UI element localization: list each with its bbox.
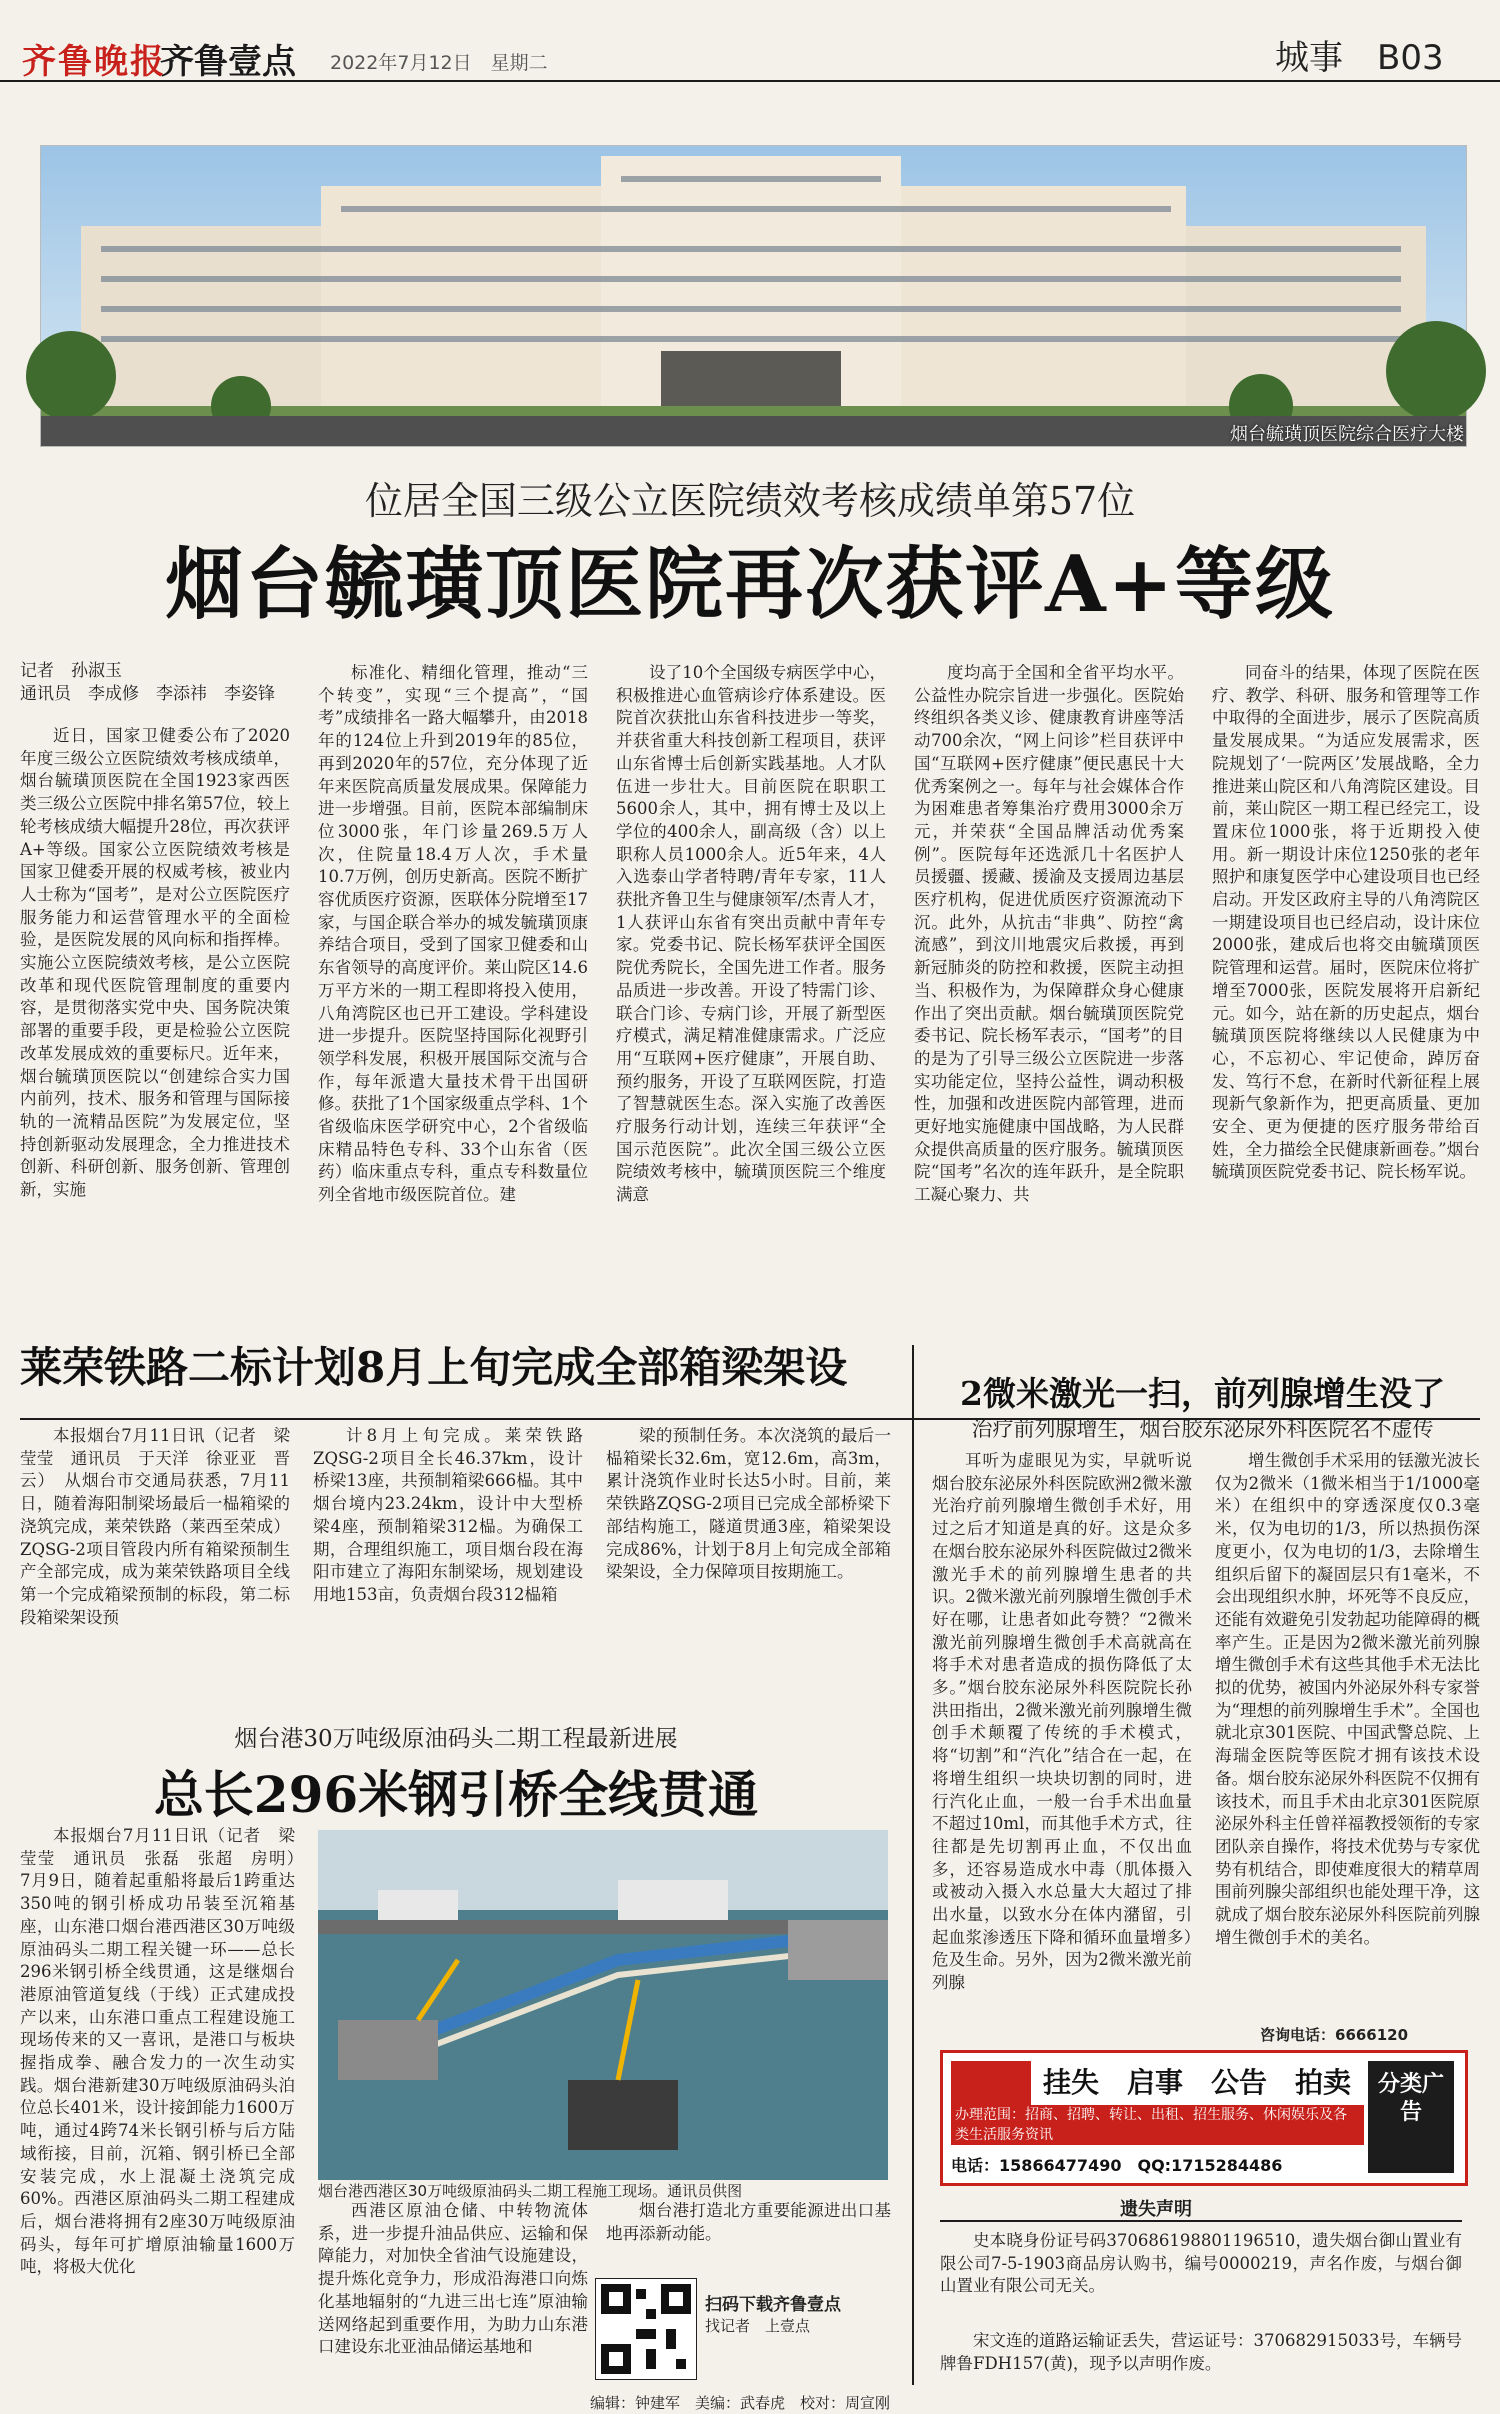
- photo-caption: 烟台毓璜顶医院综合医疗大楼: [1230, 424, 1464, 445]
- issue-date: 2022年7月12日: [330, 52, 472, 74]
- laser-hotline: 咨询电话：6666120: [1260, 2026, 1409, 2044]
- laser-paragraph: 增生微创手术采用的铥激光波长仅为2微米（1微米相当于1/1000毫米）在组织中的穿透深度仅0.3毫米，仅为电切的1/3，所以热损伤深度更小，仅为电切的1/3，去除增生组织后留下的凝固层只有1毫米，不会出现组织水肿，坏死等不良反应，还能有效避免引发勃起功能障碍的概率产生。正是因为2微米激光前列腺增生微创手术有这些其他手术无法比拟的优势，被国内外泌尿外科专家誉为“理想的前列腺增生手术”。全国也就北京301医院、中国武警总院、上海瑞金医院等医院才拥有该技术设备。烟台胶东泌尿外科医院不仅拥有该技术，而且手术由北京301医院原泌尿外科主任曾祥福教授领衔的专家团队亲自操作，将技术优势与专家优势有机结合，即使难度很大的精草周围前列腺尖部组织也能处理干净，这就成了烟台胶东泌尿外科医院前列腺增生微创手术的美名。: [1215, 1451, 1480, 1947]
- bridge-headline: 总长296米钢引桥全线贯通: [153, 1765, 759, 1824]
- notice-title: 遗失声明: [1120, 2199, 1192, 2220]
- bridge-column-3: [606, 2200, 891, 2260]
- laser-headline: 2微米激光一扫，前列腺增生没了: [960, 1374, 1445, 1413]
- brand-main-logo: 齐鲁晚报: [22, 42, 166, 82]
- rail-headline: 莱荣铁路二标计划8月上旬完成全部箱梁架设: [20, 1343, 848, 1392]
- brand-sub-logo: 齐鲁壹点: [160, 42, 296, 82]
- rail-column-3: [606, 1425, 891, 1715]
- lead-byline: [20, 660, 290, 706]
- notice-paragraph: 宋文连的道路运输证丢失，营运证号：370682915033号，车辆号牌鲁FDH157(黄)，现予以声明作废。: [940, 2331, 1462, 2373]
- laser-paragraph: 耳听为虚眼见为实，早就听说烟台胶东泌尿外科医院欧洲2微米激光治疗前列腺增生微创手术好，用过之后才知道是真的好。这是众多在烟台胶东泌尿外科医院做过2微米激光手术的前列腺增生患者的共识。2微米激光前列腺增生微创手术好在哪，让患者如此夸赞？“2微米激光前列腺增生微创手术高就高在将手术对患者造成的损伤降低了太多。”烟台胶东泌尿外科医院院长孙洪田指出，2微米激光前列腺增生微创手术颠覆了传统的手术模式，将“切割”和“汽化”结合在一起，在将增生组织一块块切割的同时，进行汽化止血，一般一台手术出血量不超过10ml，而其他手术方式，往往都是先切割再止血，不仅出血多，还容易造成水中毒（肌体摄入或被动入摄入水总量大大超过了排出水量，以致水分在体内潴留，引起血浆渗透压下降和循环血量增多）危及生命。另外，因为2微米激光前列腺: [932, 1451, 1192, 1993]
- dateline: [330, 48, 548, 75]
- laser-column-2: [1215, 1450, 1480, 2022]
- notice-item-1: [940, 2230, 1462, 2320]
- hospital-photo: [40, 145, 1467, 447]
- section-label: [1275, 30, 1444, 79]
- bridge-column-1: [20, 1825, 312, 2385]
- classified-ad: [940, 2050, 1468, 2186]
- ad-phone: 电话：15866477490 QQ:1715284486: [951, 2156, 1283, 2175]
- editor-credits: 编辑：钟建军 美编：武春虎 校对：周宣刚: [590, 2394, 891, 2412]
- lead-headline: 烟台毓璜顶医院再次获评A+等级: [165, 539, 1335, 630]
- port-photo: [318, 1830, 888, 2180]
- bridge-paragraph: 烟台港打造北方重要能源进出口基地再添新动能。: [606, 2201, 891, 2243]
- page-number: B03: [1377, 38, 1444, 78]
- rail-column-1: [20, 1425, 290, 1715]
- lead-column-5: [1212, 662, 1480, 1405]
- port-photo-caption: 烟台港西港区30万吨级原油码头二期工程施工现场。通讯员供图: [318, 2182, 743, 2200]
- lead-column-4: [914, 662, 1184, 1405]
- ad-badge: 分类广告: [1368, 2061, 1454, 2173]
- laser-subheadline: 治疗前列腺增生，烟台胶东泌尿外科医院名不虚传: [971, 1417, 1434, 1441]
- rail-column-2: [313, 1425, 583, 1715]
- rail-paragraph: 本报烟台7月11日讯（记者 梁莹莹 通讯员 于天洋 徐亚亚 晋云） 从烟台市交通局获悉，7月11日，随着海阳制梁场最后一榀箱梁的浇筑完成，莱荣铁路（莱西至荣成）ZQSG-2项目管段内所有箱梁预制生产全部完成，成为莱荣铁路项目全线第一个完成箱梁预制的标段，第二标段箱梁架设预: [20, 1426, 290, 1627]
- lead-column-1: [20, 725, 290, 1405]
- lead-column-3: [616, 662, 886, 1405]
- qr-code[interactable]: [595, 2278, 697, 2380]
- qr-sub: 找记者 上壹点: [705, 2317, 811, 2335]
- laser-column-1: [932, 1450, 1192, 2045]
- notice-item-2: [940, 2330, 1462, 2390]
- issue-weekday: 星期二: [490, 52, 548, 74]
- ad-title: 挂失 启事 公告 拍卖: [1043, 2066, 1352, 2099]
- column-divider: [912, 1345, 914, 2385]
- lead-paragraph: 近日，国家卫健委公布了2020年度三级公立医院绩效考核成绩单，烟台毓璜顶医院在全国1923家西医类三级公立医院中排名第57位，较上轮考核成绩大幅提升28位，再次获评A+等级。国家公立医院绩效考核是国家卫健委开展的权威考核，被业内人士称为“国考”，是对公立医院医疗服务能力和运营管理水平的全面检验，是医院发展的风向标和指挥棒。实施公立医院绩效考核，是公立医院改革和现代医院管理制度的重要内容，是贯彻落实党中央、国务院决策部署的重要手段，更是检验公立医院改革发展成效的重要标尺。近年来，烟台毓璜顶医院以“创建综合实力国内前列，技术、服务和管理与国际接轨的一流精品医院”为发展定位，坚持创新驱动发展理念，全力推进技术创新、科研创新、服务创新、管理创新，实施: [20, 726, 290, 1200]
- byline-reporter: 记者 孙淑玉: [20, 661, 122, 681]
- ad-scope: 办理范围：招商、招聘、转让、出租、招生服务、休闲娱乐及各类生活服务资讯: [951, 2105, 1364, 2145]
- lead-column-2: [318, 662, 588, 1405]
- rail-paragraph: 计8月上旬完成。莱荣铁路ZQSG-2项目全长46.37km，设计桥梁13座，共预制箱梁666榀。其中烟台境内23.24km，设计中大型桥梁4座，预制箱梁312榀。为确保工期，合理组织施工，项目烟台段在海阳市建立了海阳东制梁场，规划建设用地153亩，负责烟台段312榀箱: [313, 1426, 583, 1604]
- qr-label: 扫码下载齐鲁壹点: [705, 2295, 841, 2315]
- bridge-paragraph: 西港区原油仓储、中转物流体系，进一步提升油品供应、运输和保障能力，对加快全省油气设施建设，提升炼化竞争力，形成沿海港口向炼化基地辐射的“九进三出七连”原油输送网络起到重要作用，为助力山东港口建设东北亚油品储运基地和: [318, 2201, 588, 2357]
- lead-paragraph: 设了10个全国级专病医学中心，积极推进心血管病诊疗体系建设。医院首次获批山东省科技进步一等奖，并获省重大科技创新工程项目，获评山东省博士后创新实践基地。人才队伍进一步壮大。目前医院在职职工5600余人，其中，拥有博士及以上学位的400余人，副高级（含）以上职称人员1000余人。近5年来，4人入选泰山学者特聘/青年专家，11人获批齐鲁卫生与健康领军/杰青人才，1人获评山东省有突出贡献中青年专家。党委书记、院长杨军获评全国医院优秀院长，全国先进工作者。服务品质进一步改善。开设了特需门诊、联合门诊、专病门诊，开展了新型医疗模式，满足精准健康需求。广泛应用“互联网+医疗健康”，开展自助、预约服务，开设了互联网医院，打造了智慧就医生态。深入实施了改善医疗服务行动计划，连续三年获评“全国示范医院”。此次全国三级公立医院绩效考核中，毓璜顶医院三个维度满意: [616, 663, 886, 1205]
- bridge-paragraph: 本报烟台7月11日讯（记者 梁莹莹 通讯员 张磊 张超 房明） 7月9日，随着起重船将最后1跨重达350吨的钢引桥成功吊装至沉箱基座，山东港口烟台港西港区30万吨级原油码头二期工程关键一环——总长296米钢引桥全线贯通，这是继烟台港原油管道复线（于线）正式建成投产以来，山东港口重点工程建设施工现场传来的又一喜讯，是港口与板块握指成拳、融合发力的一次生动实践。烟台港新建30万吨级原油码头泊位总长401米，设计接卸能力1600万吨，通过4跨74米长钢引桥与后方陆域衔接，目前，沉箱、钢引桥已全部安装完成，水上混凝土浇筑完成60%。西港区原油码头二期工程建成后，烟台港将拥有2座30万吨级原油码头，每年可扩增原油输量1600万吨，将极大优化: [20, 1826, 312, 2277]
- byline-correspondents: 通讯员 李成修 李添祎 李姿锋: [20, 684, 275, 704]
- notice-paragraph: 史本晓身份证号码370686198801196510，遗失烟台御山置业有限公司7-5-1903商品房认购书，编号0000219，声名作废，与烟台御山置业有限公司无关。: [940, 2231, 1462, 2296]
- notice-divider: [940, 2220, 1462, 2222]
- rail-paragraph: 梁的预制任务。本次浇筑的最后一榀箱梁长32.6m，宽12.6m，高3m，累计浇筑作业时长达5小时。目前，莱荣铁路ZQSG-2项目已完成全部桥梁下部结构施工，隧道贯通3座，箱梁架设完成86%，计划于8月上旬完成全部箱梁架设，全力保障项目按期施工。: [606, 1426, 891, 1582]
- section-name: 城事: [1275, 38, 1343, 78]
- lead-kicker: 位居全国三级公立医院绩效考核成绩单第57位: [364, 479, 1136, 523]
- lead-paragraph: 标准化、精细化管理，推动“三个转变”，实现“三个提高”，“国考”成绩排名一路大幅攀升，由2018年的124位上升到2019年的85位，再到2020年的57位，充分体现了近年来医院高质量发展成果。保障能力进一步增强。目前，医院本部编制床位3000张，年门诊量269.5万人次，住院量18.4万人次，手术量10.7万例，创历史新高。医院不断扩容优质医疗资源，医联体分院增至17家，与国企联合举办的城发毓璜顶康养结合项目，受到了国家卫健委和山东省领导的高度评价。莱山院区14.6万平方米的一期工程即将投入使用，八角湾院区也已开工建设。学科建设进一步提升。医院坚持国际化视野引领学科发展，积极开展国际交流与合作，每年派遣大量技术骨干出国研修。获批了1个国家级重点学科、1个省级临床医学研究中心，2个省级临床精品特色专科、33个山东省（医药）临床重点专科，重点专科数量位列全省地市级医院首位。建: [318, 663, 588, 1205]
- lead-paragraph: 同奋斗的结果，体现了医院在医疗、教学、科研、服务和管理等工作中取得的全面进步，展示了医院高质量发展成果。“为适应发展需求，医院规划了‘一院两区’发展战略，全力推进莱山院区和八角湾院区建设。目前，莱山院区一期工程已经完工，设置床位1000张，将于近期投入使用。新一期设计床位1250张的老年照护和康复医学中心建设项目也已经启动。开发区政府主导的八角湾院区一期建设项目也已经启动，设计床位2000张，建成后也将交由毓璜顶医院管理和运营。届时，医院床位将扩增至7000张，医院发展将开启新纪元。如今，站在新的历史起点，烟台毓璜顶医院将继续以人民健康为中心，不忘初心、牢记使命，踔厉奋发、笃行不怠，在新时代新征程上展现新气象新作为，把更高质量、更加安全、更为便捷的医疗服务带给百姓，全力描绘全民健康新画卷。”烟台毓璜顶医院党委书记、院长杨军说。: [1212, 663, 1480, 1182]
- bridge-column-2: [318, 2200, 588, 2380]
- lead-paragraph: 度均高于全国和全省平均水平。公益性办院宗旨进一步强化。医院始终组织各类义诊、健康教育讲座等活动700余次，“网上问诊”栏目获评中国“互联网+医疗健康”便民惠民十大优秀案例之一。每年与社会媒体合作为困难患者筹集治疗费用3000余万元，并荣获“全国品牌活动优秀案例”。医院每年还选派几十名医护人员援疆、援藏、援渝及支援周边基层医疗机构，促进优质医疗资源流动下沉。此外，从抗击“非典”、防控“禽流感”，到汶川地震灾后救援，再到新冠肺炎的防控和救援，医院主动担当、积极作为，为保障群众身心健康作出了突出贡献。烟台毓璜顶医院党委书记、院长杨军表示，“国考”的目的是为了引导三级公立医院进一步落实功能定位，坚持公益性，调动积极性，加强和改进医院内部管理，进而更好地实施健康中国战略，为人民群众提供高质量的医疗服务。毓璜顶医院“国考”名次的连年跃升，是全院职工凝心聚力、共: [914, 663, 1184, 1205]
- bridge-kicker: 烟台港30万吨级原油码头二期工程最新进展: [234, 1726, 678, 1752]
